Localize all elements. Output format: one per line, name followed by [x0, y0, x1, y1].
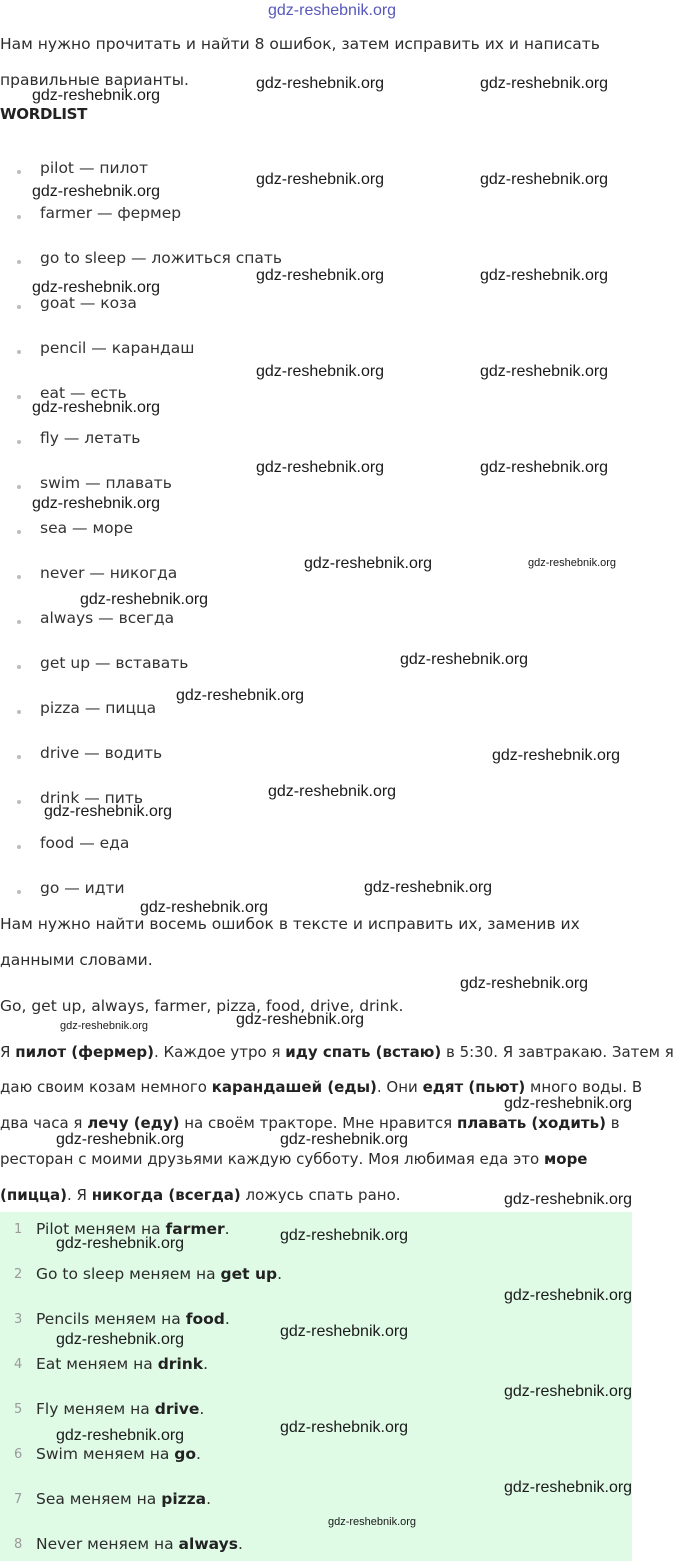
- list-item: pencil — карандаш: [40, 339, 195, 357]
- story-error: лечу (еду): [87, 1114, 180, 1132]
- list-item: fly — летать: [40, 429, 141, 447]
- bullet: [17, 665, 21, 669]
- answer-number: 5: [14, 1402, 23, 1417]
- story-text: два часа я: [0, 1114, 88, 1132]
- story-line-5: [0, 1185, 401, 1205]
- story-line-1: [0, 1042, 674, 1062]
- answer-item: [36, 1310, 230, 1328]
- answer-item: [36, 1265, 282, 1283]
- intro-line-1: Нам нужно прочитать и найти 8 ошибок, затем исправить их и написать: [0, 35, 600, 53]
- answer-word: get up: [220, 1265, 278, 1283]
- watermark: gdz-reshebnik.org: [304, 555, 433, 572]
- story-line-3: [0, 1113, 620, 1133]
- list-item: eat — есть: [40, 384, 127, 402]
- watermark: gdz-reshebnik.org: [140, 899, 269, 916]
- watermark: gdz-reshebnik.org: [480, 75, 609, 92]
- list-item: go to sleep — ложиться спать: [40, 249, 283, 267]
- story-error: море: [544, 1150, 588, 1168]
- bullet: [17, 485, 21, 489]
- bullet: [17, 845, 21, 849]
- story-text: в: [605, 1114, 620, 1132]
- story-text: ложусь спать рано.: [240, 1186, 401, 1204]
- bullet: [17, 800, 21, 804]
- watermark: gdz-reshebnik.org: [56, 1331, 185, 1348]
- watermark: gdz-reshebnik.org: [504, 1383, 633, 1400]
- answer-number: 4: [14, 1357, 23, 1372]
- answer-text: Fly меняем на: [36, 1400, 155, 1418]
- watermark: gdz-reshebnik.org: [364, 879, 493, 896]
- answer-text: .: [224, 1310, 230, 1328]
- story-error: карандашей (еды): [211, 1078, 377, 1096]
- answer-item: [36, 1445, 201, 1463]
- bullet: [17, 710, 21, 714]
- answer-text: Eat меняем на: [36, 1355, 158, 1373]
- answer-number: 3: [14, 1312, 23, 1327]
- watermark: gdz-reshebnik.org: [256, 267, 385, 284]
- answer-text: .: [199, 1400, 205, 1418]
- intro-line-2: правильные варианты.: [0, 71, 189, 89]
- answer-item: [36, 1490, 211, 1508]
- watermark: gdz-reshebnik.org: [176, 687, 305, 704]
- story-text: ресторан с моими друзьями каждую субботу. Моя любимая еда это: [0, 1150, 544, 1168]
- answer-text: Swim меняем на: [36, 1445, 175, 1463]
- answer-text: Go to sleep меняем на: [36, 1265, 221, 1283]
- watermark: gdz-reshebnik.org: [56, 1131, 185, 1148]
- watermark: gdz-reshebnik.org: [256, 171, 385, 188]
- story-text: на своём тракторе. Мне нравится: [179, 1114, 457, 1132]
- watermark: gdz-reshebnik.org: [32, 279, 161, 296]
- answer-number: 2: [14, 1267, 23, 1282]
- story-error: едят (пьют): [422, 1078, 526, 1096]
- answer-item: [36, 1355, 208, 1373]
- story-error: плавать (ходить): [456, 1114, 606, 1132]
- list-item: farmer — фермер: [40, 204, 182, 222]
- list-item: always — всегда: [40, 609, 175, 627]
- watermark: gdz-reshebnik.org: [492, 747, 621, 764]
- answer-text: .: [203, 1355, 209, 1373]
- watermark: gdz-reshebnik.org: [480, 459, 609, 476]
- story-error: (пицца): [0, 1186, 67, 1204]
- watermark: gdz-reshebnik.org: [32, 495, 161, 512]
- story-text: Я: [0, 1043, 16, 1061]
- bullet: [17, 440, 21, 444]
- story-text: даю своим козам немного: [0, 1078, 212, 1096]
- answer-text: Sea меняем на: [36, 1490, 162, 1508]
- bullet: [17, 575, 21, 579]
- bullet: [17, 350, 21, 354]
- story-text: много воды. В: [525, 1078, 643, 1096]
- list-item: drive — водить: [40, 744, 163, 762]
- story-error: иду спать (встаю): [285, 1043, 442, 1061]
- list-item: go — идти: [40, 879, 125, 897]
- watermark: gdz-reshebnik.org: [504, 1191, 633, 1208]
- answer-item: [36, 1535, 243, 1553]
- answer-text: Never меняем на: [36, 1535, 179, 1553]
- watermark: gdz-reshebnik.org: [236, 1011, 365, 1028]
- bullet: [17, 395, 21, 399]
- bullet: [17, 530, 21, 534]
- story-text: в 5:30. Я завтракаю. Затем я: [441, 1043, 674, 1061]
- bullet: [17, 215, 21, 219]
- list-item: never — никогда: [40, 564, 178, 582]
- answer-item: [36, 1400, 204, 1418]
- answer-word: always: [178, 1535, 238, 1553]
- watermark: gdz-reshebnik.org: [528, 557, 617, 569]
- watermark: gdz-reshebnik.org: [256, 459, 385, 476]
- watermark: gdz-reshebnik.org: [56, 1427, 185, 1444]
- watermark: gdz-reshebnik.org: [44, 803, 173, 820]
- bullet: [17, 170, 21, 174]
- watermark: gdz-reshebnik.org: [480, 363, 609, 380]
- story-text: . Каждое утро я: [153, 1043, 286, 1061]
- watermark: gdz-reshebnik.org: [480, 267, 609, 284]
- watermark: gdz-reshebnik.org: [32, 399, 161, 416]
- watermark: gdz-reshebnik.org: [328, 1516, 417, 1528]
- bullet: [17, 890, 21, 894]
- answer-text: Pilot меняем на: [36, 1220, 166, 1238]
- answer-text: .: [237, 1535, 243, 1553]
- watermark: gdz-reshebnik.org: [280, 1419, 409, 1436]
- bullet: [17, 620, 21, 624]
- intro2-line-1: Нам нужно найти восемь ошибок в тексте и исправить их, заменив их: [0, 915, 580, 933]
- watermark: gdz-reshebnik.org: [504, 1287, 633, 1304]
- list-item: food — еда: [40, 834, 130, 852]
- story-error: никогда (всегда): [91, 1186, 241, 1204]
- answer-number: 7: [14, 1492, 23, 1507]
- watermark: gdz-reshebnik.org: [268, 783, 397, 800]
- watermark: gdz-reshebnik.org: [56, 1235, 185, 1252]
- list-item: swim — плавать: [40, 474, 172, 492]
- story-error: пилот (фермер): [15, 1043, 154, 1061]
- answer-number: 8: [14, 1537, 23, 1552]
- list-item: get up — вставать: [40, 654, 189, 672]
- watermark: gdz-reshebnik.org: [280, 1227, 409, 1244]
- watermark: gdz-reshebnik.org: [400, 651, 529, 668]
- answer-word: go: [174, 1445, 197, 1463]
- answer-text: .: [206, 1490, 212, 1508]
- watermark: gdz-reshebnik.org: [504, 1095, 633, 1112]
- answer-text: .: [224, 1220, 230, 1238]
- answer-text: Pencils меняем на: [36, 1310, 186, 1328]
- watermark: gdz-reshebnik.org: [460, 975, 589, 992]
- answer-number: 1: [14, 1222, 23, 1237]
- watermark: gdz-reshebnik.org: [280, 1323, 409, 1340]
- story-text: . Они: [376, 1078, 423, 1096]
- answer-text: .: [196, 1445, 201, 1463]
- answer-number: 6: [14, 1447, 23, 1462]
- watermark: gdz-reshebnik.org: [80, 591, 209, 608]
- answer-text: .: [277, 1265, 283, 1283]
- list-item: pizza — пицца: [40, 699, 157, 717]
- watermark: gdz-reshebnik.org: [504, 1479, 633, 1496]
- answer-word: drink: [157, 1355, 204, 1373]
- watermark: gdz-reshebnik.org: [60, 1020, 149, 1032]
- watermark: gdz-reshebnik.org: [32, 183, 161, 200]
- intro2-line-2: данными словами.: [0, 951, 153, 969]
- given-words: Go, get up, always, farmer, pizza, food, drive, drink.: [0, 997, 404, 1015]
- wordlist-heading: WORDLIST: [0, 105, 88, 123]
- list-item: pilot — пилот: [40, 159, 148, 177]
- list-item: goat — коза: [40, 294, 137, 312]
- watermark: gdz-reshebnik.org: [256, 75, 385, 92]
- watermark: gdz-reshebnik.org: [480, 171, 609, 188]
- bullet: [17, 755, 21, 759]
- list-item: drink — пить: [40, 789, 144, 807]
- answer-word: farmer: [165, 1220, 225, 1238]
- story-line-2: [0, 1077, 642, 1097]
- answer-word: pizza: [161, 1490, 207, 1508]
- answer-word: food: [185, 1310, 225, 1328]
- story-line-4: [0, 1149, 587, 1169]
- list-item: sea — море: [40, 519, 134, 537]
- bullet: [17, 305, 21, 309]
- watermark: gdz-reshebnik.org: [256, 363, 385, 380]
- watermark: gdz-reshebnik.org: [32, 87, 161, 104]
- watermark: gdz-reshebnik.org: [280, 1131, 409, 1148]
- answer-word: drive: [154, 1400, 200, 1418]
- bullet: [17, 260, 21, 264]
- watermark-top: gdz-reshebnik.org: [268, 2, 397, 19]
- story-text: . Я: [66, 1186, 92, 1204]
